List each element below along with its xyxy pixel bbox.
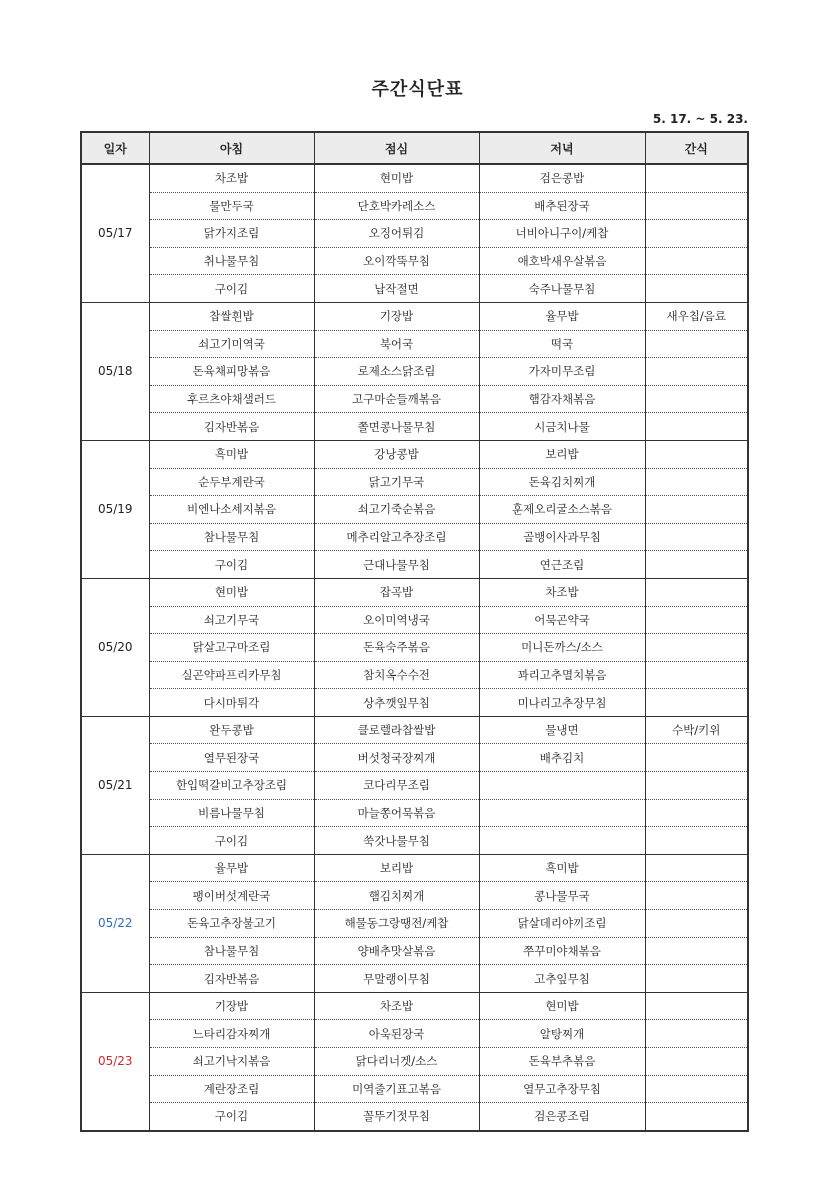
dinner-cell: 닭살데리야끼조림 [479, 910, 645, 938]
snack-cell [645, 385, 748, 413]
menu-row [81, 772, 748, 800]
menu-row [81, 358, 748, 386]
snack-cell [645, 827, 748, 855]
dinner-cell: 숙주나물무침 [479, 275, 645, 303]
menu-row [81, 440, 748, 468]
menu-row [81, 1103, 748, 1131]
breakfast-cell: 닭살고구마조림 [149, 634, 314, 662]
dinner-cell: 콩나물무국 [479, 882, 645, 910]
lunch-cell: 꼴뚜기젓무침 [314, 1103, 479, 1131]
dinner-cell: 어묵곤약국 [479, 606, 645, 634]
breakfast-cell: 김자반볶음 [149, 965, 314, 993]
breakfast-cell: 계란장조림 [149, 1075, 314, 1103]
breakfast-cell: 흑미밥 [149, 440, 314, 468]
menu-body [81, 164, 748, 1131]
breakfast-cell: 구이김 [149, 551, 314, 579]
dinner-cell [479, 799, 645, 827]
snack-cell [645, 164, 748, 192]
menu-row [81, 247, 748, 275]
snack-cell [645, 440, 748, 468]
breakfast-cell: 구이김 [149, 827, 314, 855]
breakfast-cell: 실곤약파프리카무침 [149, 661, 314, 689]
date-cell: 05/20 [81, 578, 149, 716]
menu-row [81, 1075, 748, 1103]
snack-cell: 수박/키위 [645, 716, 748, 744]
lunch-cell: 보리밥 [314, 854, 479, 882]
date-cell: 05/23 [81, 992, 149, 1130]
lunch-cell: 잡곡밥 [314, 578, 479, 606]
snack-cell [645, 413, 748, 441]
breakfast-cell: 참나물무침 [149, 937, 314, 965]
menu-row [81, 220, 748, 248]
lunch-cell: 닭다리너겟/소스 [314, 1048, 479, 1076]
dinner-cell: 차조밥 [479, 578, 645, 606]
dinner-cell: 미니돈까스/소스 [479, 634, 645, 662]
menu-row [81, 634, 748, 662]
header-snack: 간식 [645, 132, 748, 164]
snack-cell [645, 330, 748, 358]
menu-row [81, 854, 748, 882]
snack-cell [645, 1103, 748, 1131]
lunch-cell: 아욱된장국 [314, 1020, 479, 1048]
lunch-cell: 햄김치찌개 [314, 882, 479, 910]
menu-row [81, 689, 748, 717]
menu-row [81, 275, 748, 303]
menu-row [81, 882, 748, 910]
lunch-cell: 북어국 [314, 330, 479, 358]
dinner-cell: 검은콩조림 [479, 1103, 645, 1131]
dinner-cell: 고추잎무침 [479, 965, 645, 993]
dinner-cell: 검은콩밥 [479, 164, 645, 192]
breakfast-cell: 김자반볶음 [149, 413, 314, 441]
breakfast-cell: 돈육고추장불고기 [149, 910, 314, 938]
lunch-cell: 마늘쫑어묵볶음 [314, 799, 479, 827]
dinner-cell: 미나리고추장무침 [479, 689, 645, 717]
breakfast-cell: 현미밥 [149, 578, 314, 606]
snack-cell [645, 1048, 748, 1076]
menu-row [81, 744, 748, 772]
dinner-cell: 보리밥 [479, 440, 645, 468]
lunch-cell: 로제소스닭조림 [314, 358, 479, 386]
breakfast-cell: 찹쌀흰밥 [149, 302, 314, 330]
breakfast-cell: 닭가지조림 [149, 220, 314, 248]
menu-row [81, 578, 748, 606]
breakfast-cell: 차조밥 [149, 164, 314, 192]
menu-row [81, 661, 748, 689]
menu-row [81, 164, 748, 192]
lunch-cell: 납작절면 [314, 275, 479, 303]
dinner-cell [479, 827, 645, 855]
breakfast-cell: 율무밥 [149, 854, 314, 882]
snack-cell [645, 799, 748, 827]
lunch-cell: 쇠고기죽순볶음 [314, 496, 479, 524]
date-cell: 05/22 [81, 854, 149, 992]
snack-cell [645, 1075, 748, 1103]
menu-row [81, 413, 748, 441]
lunch-cell: 해물동그랑땡전/케찹 [314, 910, 479, 938]
header-row [81, 132, 748, 164]
snack-cell [645, 937, 748, 965]
dinner-cell: 떡국 [479, 330, 645, 358]
date-cell: 05/21 [81, 716, 149, 854]
page-title: 주간식단표 [371, 79, 464, 100]
lunch-cell: 미역줄기표고볶음 [314, 1075, 479, 1103]
dinner-cell: 꽈리고추멸치볶음 [479, 661, 645, 689]
lunch-cell: 근대나물무침 [314, 551, 479, 579]
breakfast-cell: 열무된장국 [149, 744, 314, 772]
dinner-cell: 시금치나물 [479, 413, 645, 441]
menu-row [81, 1020, 748, 1048]
breakfast-cell: 취나물무침 [149, 247, 314, 275]
date-range: 5. 17. ~ 5. 23. [652, 112, 748, 126]
snack-cell [645, 247, 748, 275]
dinner-cell: 골뱅이사과무침 [479, 523, 645, 551]
lunch-cell: 양배추맛살볶음 [314, 937, 479, 965]
dinner-cell: 연근조림 [479, 551, 645, 579]
breakfast-cell: 비엔나소세지볶음 [149, 496, 314, 524]
menu-row [81, 910, 748, 938]
breakfast-cell: 쇠고기무국 [149, 606, 314, 634]
dinner-cell: 열무고추장무침 [479, 1075, 645, 1103]
dinner-cell: 알탕찌개 [479, 1020, 645, 1048]
menu-row [81, 992, 748, 1020]
lunch-cell: 버섯청국장찌개 [314, 744, 479, 772]
lunch-cell: 차조밥 [314, 992, 479, 1020]
dinner-cell: 햄감자채볶음 [479, 385, 645, 413]
snack-cell [645, 523, 748, 551]
breakfast-cell: 느타리감자찌개 [149, 1020, 314, 1048]
menu-row [81, 302, 748, 330]
menu-row [81, 192, 748, 220]
lunch-cell: 메추리알고추장조림 [314, 523, 479, 551]
lunch-cell: 현미밥 [314, 164, 479, 192]
breakfast-cell: 한입떡갈비고추장조림 [149, 772, 314, 800]
snack-cell [645, 275, 748, 303]
breakfast-cell: 완두콩밥 [149, 716, 314, 744]
dinner-cell: 배추된장국 [479, 192, 645, 220]
lunch-cell: 오징어튀김 [314, 220, 479, 248]
breakfast-cell: 돈육채피망볶음 [149, 358, 314, 386]
lunch-cell: 오이미역냉국 [314, 606, 479, 634]
dinner-cell: 돈육부추볶음 [479, 1048, 645, 1076]
menu-row [81, 606, 748, 634]
header-date: 일자 [81, 132, 149, 164]
menu-row [81, 523, 748, 551]
lunch-cell: 참치옥수수전 [314, 661, 479, 689]
date-cell: 05/17 [81, 164, 149, 302]
lunch-cell: 강낭콩밥 [314, 440, 479, 468]
menu-row [81, 551, 748, 579]
date-cell: 05/18 [81, 302, 149, 440]
snack-cell [645, 220, 748, 248]
lunch-cell: 무말랭이무침 [314, 965, 479, 993]
snack-cell [645, 551, 748, 579]
menu-row [81, 385, 748, 413]
lunch-cell: 닭고기무국 [314, 468, 479, 496]
menu-row [81, 1048, 748, 1076]
snack-cell [645, 634, 748, 662]
snack-cell [645, 661, 748, 689]
menu-row [81, 965, 748, 993]
snack-cell [645, 192, 748, 220]
snack-cell [645, 772, 748, 800]
dinner-cell: 물냉면 [479, 716, 645, 744]
menu-row [81, 799, 748, 827]
header-breakfast: 아침 [149, 132, 314, 164]
dinner-cell: 너비아니구이/케찹 [479, 220, 645, 248]
snack-cell [645, 468, 748, 496]
menu-row [81, 468, 748, 496]
snack-cell [645, 606, 748, 634]
snack-cell [645, 689, 748, 717]
snack-cell [645, 744, 748, 772]
dinner-cell: 율무밥 [479, 302, 645, 330]
breakfast-cell: 기장밥 [149, 992, 314, 1020]
breakfast-cell: 순두부계란국 [149, 468, 314, 496]
dinner-cell: 돈육김치찌개 [479, 468, 645, 496]
lunch-cell: 클로렐라찹쌀밥 [314, 716, 479, 744]
snack-cell [645, 1020, 748, 1048]
snack-cell [645, 854, 748, 882]
header-dinner: 저녁 [479, 132, 645, 164]
snack-cell [645, 910, 748, 938]
breakfast-cell: 팽이버섯계란국 [149, 882, 314, 910]
lunch-cell: 상추깻잎무침 [314, 689, 479, 717]
dinner-cell: 훈제오리굴소스볶음 [479, 496, 645, 524]
snack-cell [645, 992, 748, 1020]
dinner-cell: 애호박새우살볶음 [479, 247, 645, 275]
menu-row [81, 716, 748, 744]
breakfast-cell: 참나물무침 [149, 523, 314, 551]
breakfast-cell: 비름나물무침 [149, 799, 314, 827]
snack-cell [645, 496, 748, 524]
dinner-cell: 가자미무조림 [479, 358, 645, 386]
menu-row [81, 827, 748, 855]
lunch-cell: 코다리무조림 [314, 772, 479, 800]
weekly-menu-table [80, 131, 749, 1132]
dinner-cell: 흑미밥 [479, 854, 645, 882]
breakfast-cell: 쇠고기미역국 [149, 330, 314, 358]
dinner-cell: 현미밥 [479, 992, 645, 1020]
breakfast-cell: 후르츠야채샐러드 [149, 385, 314, 413]
lunch-cell: 고구마순들깨볶음 [314, 385, 479, 413]
snack-cell [645, 965, 748, 993]
breakfast-cell: 다시마튀각 [149, 689, 314, 717]
dinner-cell: 배추김치 [479, 744, 645, 772]
breakfast-cell: 물만두국 [149, 192, 314, 220]
snack-cell [645, 882, 748, 910]
menu-row [81, 330, 748, 358]
lunch-cell: 쫄면콩나물무침 [314, 413, 479, 441]
menu-row [81, 496, 748, 524]
breakfast-cell: 쇠고기낙지볶음 [149, 1048, 314, 1076]
breakfast-cell: 구이김 [149, 1103, 314, 1131]
date-cell: 05/19 [81, 440, 149, 578]
lunch-cell: 단호박카레소스 [314, 192, 479, 220]
snack-cell [645, 578, 748, 606]
snack-cell [645, 358, 748, 386]
dinner-cell [479, 772, 645, 800]
lunch-cell: 오이깍뚝무침 [314, 247, 479, 275]
lunch-cell: 돈육숙주볶음 [314, 634, 479, 662]
header-lunch: 점심 [314, 132, 479, 164]
lunch-cell: 기장밥 [314, 302, 479, 330]
lunch-cell: 쑥갓나물무침 [314, 827, 479, 855]
snack-cell: 새우칩/음료 [645, 302, 748, 330]
dinner-cell: 쭈꾸미야채볶음 [479, 937, 645, 965]
menu-row [81, 937, 748, 965]
breakfast-cell: 구이김 [149, 275, 314, 303]
